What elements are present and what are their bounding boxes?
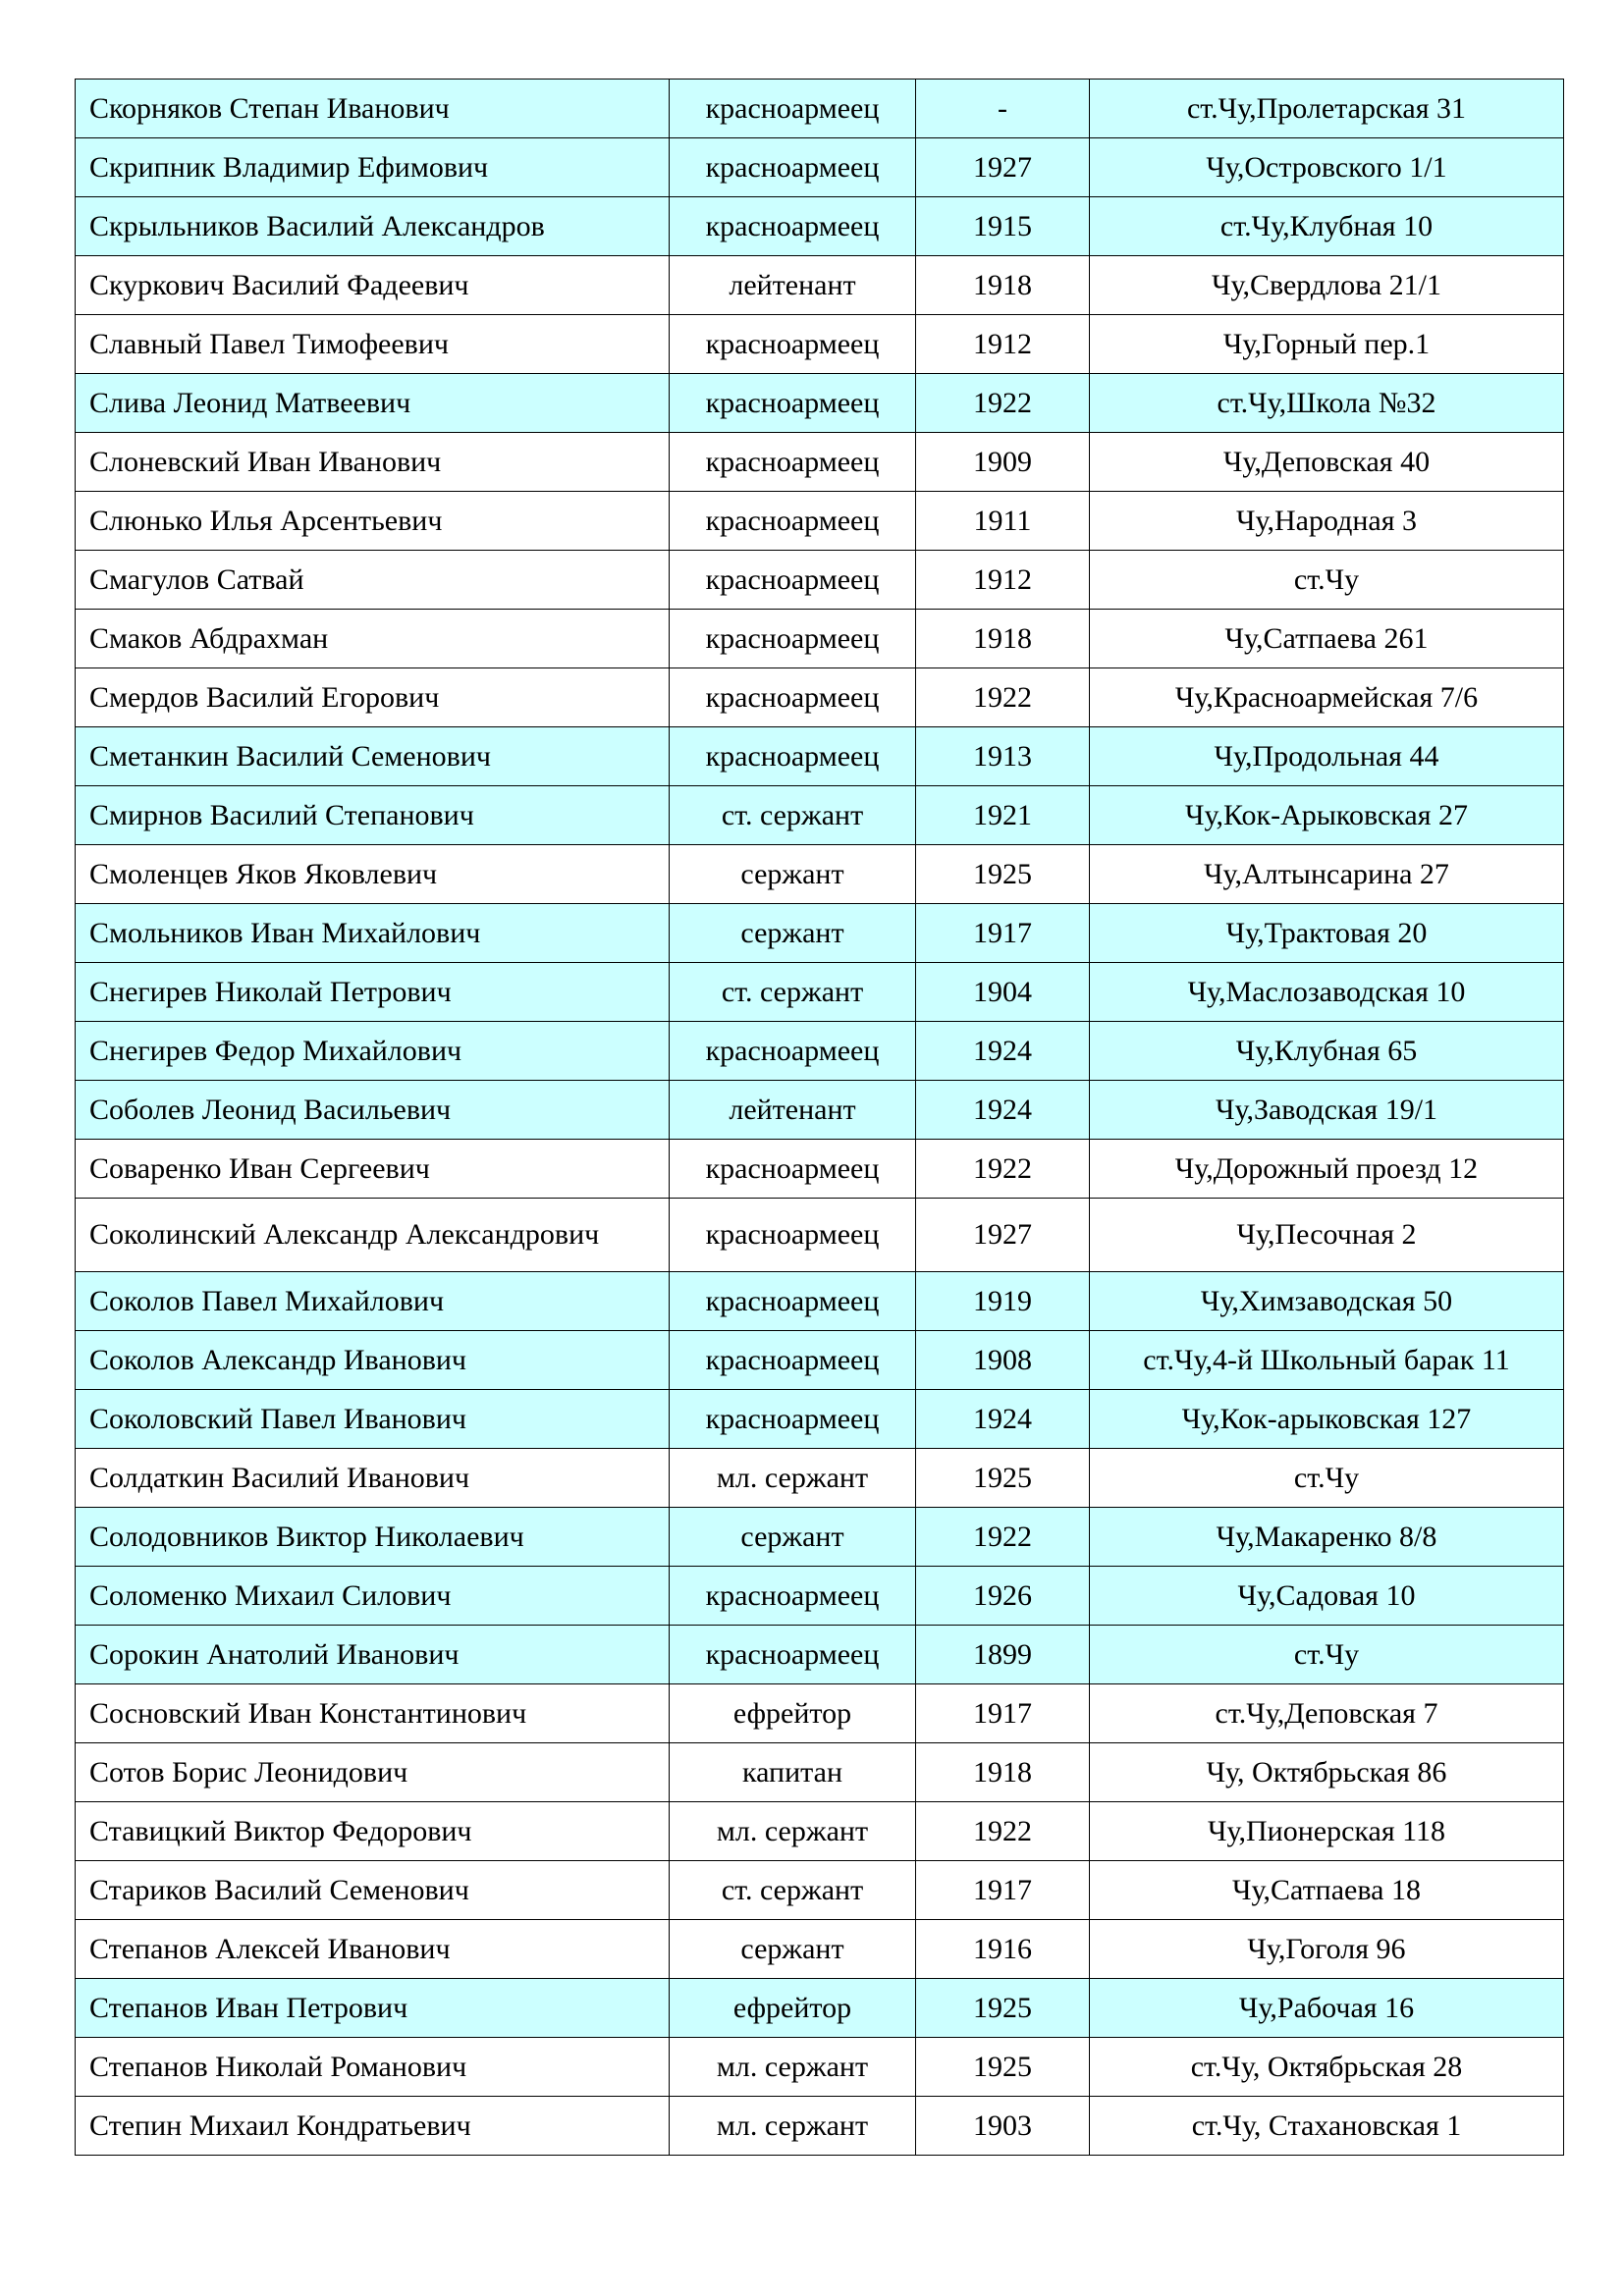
person-name-cell: Сосновский Иван Константинович <box>76 1684 670 1743</box>
table-row <box>76 80 1564 138</box>
table-row <box>76 963 1564 1022</box>
address-cell: ст.Чу,Пролетарская 31 <box>1090 80 1564 138</box>
rank-cell: красноармеец <box>670 727 916 786</box>
roster-table-body <box>76 80 1564 2156</box>
table-row <box>76 1449 1564 1508</box>
address-cell: ст.Чу <box>1090 551 1564 610</box>
table-row <box>76 374 1564 433</box>
table-row <box>76 1508 1564 1567</box>
address-cell: Чу,Песочная 2 <box>1090 1199 1564 1272</box>
person-name-cell: Сметанкин Василий Семенович <box>76 727 670 786</box>
person-name-cell: Слоневский Иван Иванович <box>76 433 670 492</box>
rank-cell: красноармеец <box>670 551 916 610</box>
birth-year-cell: 1927 <box>916 138 1090 197</box>
address-cell: Чу,Горный пер.1 <box>1090 315 1564 374</box>
table-row <box>76 1684 1564 1743</box>
birth-year-cell: 1918 <box>916 256 1090 315</box>
address-cell: ст.Чу, Стахановская 1 <box>1090 2097 1564 2156</box>
address-cell: ст.Чу <box>1090 1449 1564 1508</box>
rank-cell: капитан <box>670 1743 916 1802</box>
address-cell: Чу,Трактовая 20 <box>1090 904 1564 963</box>
rank-cell: красноармеец <box>670 374 916 433</box>
address-cell: Чу,Клубная 65 <box>1090 1022 1564 1081</box>
person-name-cell: Соколовский Павел Иванович <box>76 1390 670 1449</box>
birth-year-cell: 1904 <box>916 963 1090 1022</box>
rank-cell: красноармеец <box>670 492 916 551</box>
address-cell: Чу,Народная 3 <box>1090 492 1564 551</box>
birth-year-cell: 1908 <box>916 1331 1090 1390</box>
birth-year-cell: 1925 <box>916 845 1090 904</box>
address-cell: ст.Чу, Октябрьская 28 <box>1090 2038 1564 2097</box>
rank-cell: сержант <box>670 904 916 963</box>
birth-year-cell: 1925 <box>916 1979 1090 2038</box>
table-row <box>76 610 1564 668</box>
table-row <box>76 727 1564 786</box>
birth-year-cell: 1927 <box>916 1199 1090 1272</box>
birth-year-cell: - <box>916 80 1090 138</box>
address-cell: Чу,Химзаводская 50 <box>1090 1272 1564 1331</box>
person-name-cell: Соболев Леонид Васильевич <box>76 1081 670 1140</box>
table-row <box>76 138 1564 197</box>
birth-year-cell: 1922 <box>916 1508 1090 1567</box>
table-row <box>76 1861 1564 1920</box>
rank-cell: красноармеец <box>670 1390 916 1449</box>
rank-cell: лейтенант <box>670 1081 916 1140</box>
person-name-cell: Смагулов Сатвай <box>76 551 670 610</box>
rank-cell: ст. сержант <box>670 963 916 1022</box>
birth-year-cell: 1918 <box>916 1743 1090 1802</box>
address-cell: Чу,Сатпаева 261 <box>1090 610 1564 668</box>
table-row <box>76 1331 1564 1390</box>
rank-cell: лейтенант <box>670 256 916 315</box>
table-row <box>76 1567 1564 1626</box>
person-name-cell: Смольников Иван Михайлович <box>76 904 670 963</box>
person-name-cell: Соколов Павел Михайлович <box>76 1272 670 1331</box>
rank-cell: красноармеец <box>670 315 916 374</box>
rank-cell: красноармеец <box>670 1331 916 1390</box>
person-name-cell: Слива Леонид Матвеевич <box>76 374 670 433</box>
document-page <box>75 79 1563 2156</box>
person-name-cell: Степанов Николай Романович <box>76 2038 670 2097</box>
address-cell: Чу,Деповская 40 <box>1090 433 1564 492</box>
rank-cell: красноармеец <box>670 1199 916 1272</box>
birth-year-cell: 1924 <box>916 1081 1090 1140</box>
person-name-cell: Слюнько Илья Арсентьевич <box>76 492 670 551</box>
address-cell: Чу,Гоголя 96 <box>1090 1920 1564 1979</box>
table-row <box>76 1802 1564 1861</box>
address-cell: Чу,Маслозаводская 10 <box>1090 963 1564 1022</box>
table-row <box>76 1022 1564 1081</box>
rank-cell: ст. сержант <box>670 1861 916 1920</box>
rank-cell: ефрейтор <box>670 1684 916 1743</box>
birth-year-cell: 1922 <box>916 374 1090 433</box>
address-cell: ст.Чу,Клубная 10 <box>1090 197 1564 256</box>
person-name-cell: Смирнов Василий Степанович <box>76 786 670 845</box>
person-name-cell: Ставицкий Виктор Федорович <box>76 1802 670 1861</box>
table-row <box>76 1626 1564 1684</box>
address-cell: ст.Чу <box>1090 1626 1564 1684</box>
person-name-cell: Снегирев Федор Михайлович <box>76 1022 670 1081</box>
person-name-cell: Славный Павел Тимофеевич <box>76 315 670 374</box>
rank-cell: мл. сержант <box>670 2038 916 2097</box>
birth-year-cell: 1924 <box>916 1390 1090 1449</box>
birth-year-cell: 1918 <box>916 610 1090 668</box>
birth-year-cell: 1912 <box>916 551 1090 610</box>
person-name-cell: Скрыльников Василий Александров <box>76 197 670 256</box>
table-row <box>76 433 1564 492</box>
table-row <box>76 2038 1564 2097</box>
person-name-cell: Соломенко Михаил Силович <box>76 1567 670 1626</box>
person-name-cell: Сотов Борис Леонидович <box>76 1743 670 1802</box>
address-cell: ст.Чу,Школа №32 <box>1090 374 1564 433</box>
address-cell: Чу,Кок-арыковская 127 <box>1090 1390 1564 1449</box>
birth-year-cell: 1911 <box>916 492 1090 551</box>
rank-cell: красноармеец <box>670 433 916 492</box>
rank-cell: красноармеец <box>670 668 916 727</box>
rank-cell: сержант <box>670 845 916 904</box>
rank-cell: красноармеец <box>670 1626 916 1684</box>
table-row <box>76 1743 1564 1802</box>
rank-cell: сержант <box>670 1920 916 1979</box>
table-row <box>76 1272 1564 1331</box>
person-name-cell: Соваренко Иван Сергеевич <box>76 1140 670 1199</box>
birth-year-cell: 1913 <box>916 727 1090 786</box>
rank-cell: красноармеец <box>670 1140 916 1199</box>
birth-year-cell: 1919 <box>916 1272 1090 1331</box>
rank-cell: красноармеец <box>670 80 916 138</box>
rank-cell: ефрейтор <box>670 1979 916 2038</box>
birth-year-cell: 1912 <box>916 315 1090 374</box>
person-name-cell: Сорокин Анатолий Иванович <box>76 1626 670 1684</box>
table-row <box>76 668 1564 727</box>
person-name-cell: Соколинский Александр Александрович <box>76 1199 670 1272</box>
person-name-cell: Степанов Иван Петрович <box>76 1979 670 2038</box>
table-row <box>76 315 1564 374</box>
table-row <box>76 1979 1564 2038</box>
birth-year-cell: 1924 <box>916 1022 1090 1081</box>
address-cell: Чу,Рабочая 16 <box>1090 1979 1564 2038</box>
birth-year-cell: 1921 <box>916 786 1090 845</box>
address-cell: Чу, Октябрьская 86 <box>1090 1743 1564 1802</box>
address-cell: Чу,Дорожный проезд 12 <box>1090 1140 1564 1199</box>
table-row <box>76 1199 1564 1272</box>
table-row <box>76 904 1564 963</box>
rank-cell: мл. сержант <box>670 2097 916 2156</box>
person-name-cell: Смоленцев Яков Яковлевич <box>76 845 670 904</box>
address-cell: Чу,Сатпаева 18 <box>1090 1861 1564 1920</box>
rank-cell: красноармеец <box>670 138 916 197</box>
person-name-cell: Смердов Василий Егорович <box>76 668 670 727</box>
birth-year-cell: 1922 <box>916 1802 1090 1861</box>
birth-year-cell: 1909 <box>916 433 1090 492</box>
table-row <box>76 1140 1564 1199</box>
address-cell: Чу,Свердлова 21/1 <box>1090 256 1564 315</box>
rank-cell: ст. сержант <box>670 786 916 845</box>
birth-year-cell: 1926 <box>916 1567 1090 1626</box>
table-row <box>76 2097 1564 2156</box>
birth-year-cell: 1917 <box>916 1861 1090 1920</box>
address-cell: Чу,Продольная 44 <box>1090 727 1564 786</box>
person-name-cell: Смаков Абдрахман <box>76 610 670 668</box>
table-row <box>76 492 1564 551</box>
address-cell: Чу,Пионерская 118 <box>1090 1802 1564 1861</box>
table-row <box>76 845 1564 904</box>
rank-cell: красноармеец <box>670 1567 916 1626</box>
rank-cell: сержант <box>670 1508 916 1567</box>
address-cell: Чу,Алтынсарина 27 <box>1090 845 1564 904</box>
table-row <box>76 1390 1564 1449</box>
rank-cell: красноармеец <box>670 610 916 668</box>
address-cell: Чу,Заводская 19/1 <box>1090 1081 1564 1140</box>
person-name-cell: Степин Михаил Кондратьевич <box>76 2097 670 2156</box>
birth-year-cell: 1925 <box>916 1449 1090 1508</box>
birth-year-cell: 1925 <box>916 2038 1090 2097</box>
person-name-cell: Скрипник Владимир Ефимович <box>76 138 670 197</box>
address-cell: Чу,Островского 1/1 <box>1090 138 1564 197</box>
birth-year-cell: 1917 <box>916 1684 1090 1743</box>
person-name-cell: Стариков Василий Семенович <box>76 1861 670 1920</box>
address-cell: ст.Чу,4-й Школьный барак 11 <box>1090 1331 1564 1390</box>
person-name-cell: Скорняков Степан Иванович <box>76 80 670 138</box>
person-name-cell: Солдаткин Василий Иванович <box>76 1449 670 1508</box>
address-cell: ст.Чу,Деповская 7 <box>1090 1684 1564 1743</box>
roster-table <box>75 79 1564 2156</box>
table-row <box>76 1920 1564 1979</box>
rank-cell: красноармеец <box>670 197 916 256</box>
birth-year-cell: 1899 <box>916 1626 1090 1684</box>
rank-cell: красноармеец <box>670 1022 916 1081</box>
table-row <box>76 1081 1564 1140</box>
birth-year-cell: 1903 <box>916 2097 1090 2156</box>
address-cell: Чу,Кок-Арыковская 27 <box>1090 786 1564 845</box>
rank-cell: мл. сержант <box>670 1802 916 1861</box>
birth-year-cell: 1922 <box>916 1140 1090 1199</box>
birth-year-cell: 1917 <box>916 904 1090 963</box>
table-row <box>76 256 1564 315</box>
table-row <box>76 197 1564 256</box>
birth-year-cell: 1915 <box>916 197 1090 256</box>
rank-cell: мл. сержант <box>670 1449 916 1508</box>
rank-cell: красноармеец <box>670 1272 916 1331</box>
address-cell: Чу,Макаренко 8/8 <box>1090 1508 1564 1567</box>
person-name-cell: Скуркович Василий Фадеевич <box>76 256 670 315</box>
person-name-cell: Снегирев Николай Петрович <box>76 963 670 1022</box>
person-name-cell: Степанов Алексей Иванович <box>76 1920 670 1979</box>
address-cell: Чу,Красноармейская 7/6 <box>1090 668 1564 727</box>
person-name-cell: Солодовников Виктор Николаевич <box>76 1508 670 1567</box>
table-row <box>76 551 1564 610</box>
birth-year-cell: 1922 <box>916 668 1090 727</box>
person-name-cell: Соколов Александр Иванович <box>76 1331 670 1390</box>
birth-year-cell: 1916 <box>916 1920 1090 1979</box>
table-row <box>76 786 1564 845</box>
address-cell: Чу,Садовая 10 <box>1090 1567 1564 1626</box>
